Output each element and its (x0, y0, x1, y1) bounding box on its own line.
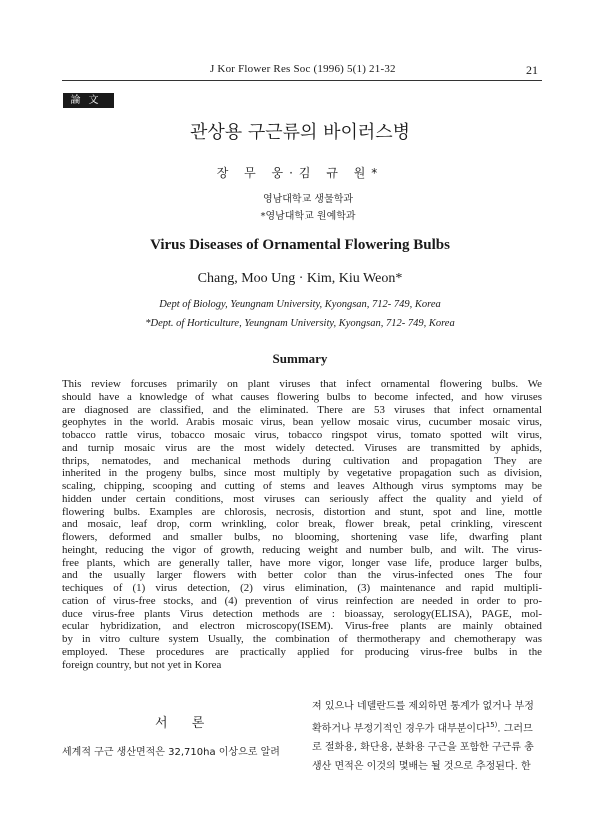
summary-line: thrips, nematodes, and mechanical methods during cultivation and propagation They are (62, 454, 542, 467)
summary-line: inherited in the progeny bulbs, since most multiply by vegetative propagation such as division, (62, 467, 542, 480)
summary-line: are diagnosed are classified, and the eliminated. There are 53 viruses that infect ornamental (62, 403, 542, 416)
page-number: 21 (526, 63, 538, 77)
summary-line: heinght, reducing the vigor of growth, reducing weight and number bulb, and wilt. The virus- (62, 543, 542, 556)
introduction-heading: 서 론 (155, 716, 215, 731)
summary-line: by in vitro culture system Usually, the combination of thermotherapy and chemotherapy was (62, 633, 542, 645)
summary-line: should have a knowledge of what causes flowering bulbs to become infected, and how viruses (62, 390, 542, 403)
left-column-text: 세계적 구근 생산면적은 32,710ha 이상으로 알려 (62, 747, 280, 758)
summary-line: duce virus-free plants Virus detection methods are : bioassay, serology(ELISA), PAGE, mol- (62, 607, 542, 620)
english-affiliation-2: *Dept. of Horticulture, Yeungnam University, Kyongsan, 712- 749, Korea (145, 318, 455, 329)
summary-heading: Summary (272, 351, 328, 366)
korean-affiliation-2: *영남대학교 원예학과 (260, 211, 356, 222)
english-title: Virus Diseases of Ornamental Flowering Bulbs (150, 237, 450, 253)
summary-line: ecular hybridization, and electron microscopy(ISEM). Virus-free plants are mainly obtained (62, 620, 542, 633)
body-line: 로 절화용, 화단용, 분화용 구근을 포함한 구근류 총 (312, 742, 534, 754)
summary-line: free plants, which are generally taller, have more vigor, longer vase life, produce larger bulbs, (62, 556, 542, 569)
summary-line: hidden under certain conditions, most viruses can seriously affect the quality and yield of (62, 492, 542, 505)
english-authors: Chang, Moo Ung · Kim, Kiu Weon* (197, 271, 403, 286)
korean-authors: 장 무 웅·김 규 원* (216, 166, 384, 180)
right-column-text (312, 697, 544, 776)
body-line-text: . 그러므 (497, 723, 533, 735)
english-affiliation-1: Dept of Biology, Yeungnam University, Kyongsan, 712- 749, Korea (159, 299, 441, 310)
korean-affiliation-1: 영남대학교 생물학과 (262, 194, 354, 205)
summary-line: employed. These procedures are practically applied for producing virus-free bulbs in the (62, 645, 542, 658)
citation-ref: 15) (485, 721, 498, 729)
body-line: 생산 면적은 이것의 몇배는 될 것으로 추정된다. 한 (312, 761, 531, 773)
summary-line: geophytes in the world. Arabis mosaic virus, bean yellow mosaic virus, cucumber mosaic virus, (62, 416, 542, 429)
summary-line: This review forcuses primarily on plant viruses that infect ornamental flowering bulbs. We (62, 378, 542, 390)
article-type-badge: 論文 (63, 93, 114, 108)
summary-line: and turnip mosaic virus are the most widely detected. Viruses are transmitted by aphids, (62, 441, 542, 454)
body-line-text: 확하거나 부정기적인 경우가 대부분이다 (312, 723, 486, 735)
korean-title: 관상용 구근류의 바이러스병 (189, 122, 411, 143)
summary-line: and mosaic, leaf drop, corm wrinkling, color break, flower break, petal crinkling, virescent (62, 518, 542, 531)
summary-line: and the usually larger flowers with better color than the virus-infected ones The four (62, 569, 542, 582)
summary-line: flowering bulbs. Examples are chlorosis, necrosis, distortion and stunt, spot and line, mottle (62, 505, 542, 518)
summary-line: techiques of (1) virus detection, (2) virus elimination, (3) maintenance and rapid multipli- (62, 582, 542, 594)
body-line: 져 있으나 네델란드를 제외하면 통계가 없거나 부정 (312, 701, 534, 712)
summary-line: tobacco rattle virus, tobacco mosaic virus, tobacco ringspot virus, tomato spotted wilt virus, (62, 429, 542, 441)
summary-body (62, 378, 542, 671)
running-head: J Kor Flower Res Soc (1996) 5(1) 21-32 (210, 63, 396, 75)
summary-line: flowers, deformed and smaller bulbs, no blooming, shortening vase life, dwarfing plant (62, 531, 542, 543)
summary-line: foreign country, but not yet in Korea (62, 658, 222, 671)
summary-line: scaling, chipping, scooping and cutting of stems and leaves Although virus symptoms may be (62, 480, 542, 492)
header-rule (62, 80, 542, 81)
body-line (312, 716, 544, 738)
summary-line: cation of virus-free stocks, and (4) prevention of virus reinfection are needed in order to pro- (62, 594, 542, 607)
